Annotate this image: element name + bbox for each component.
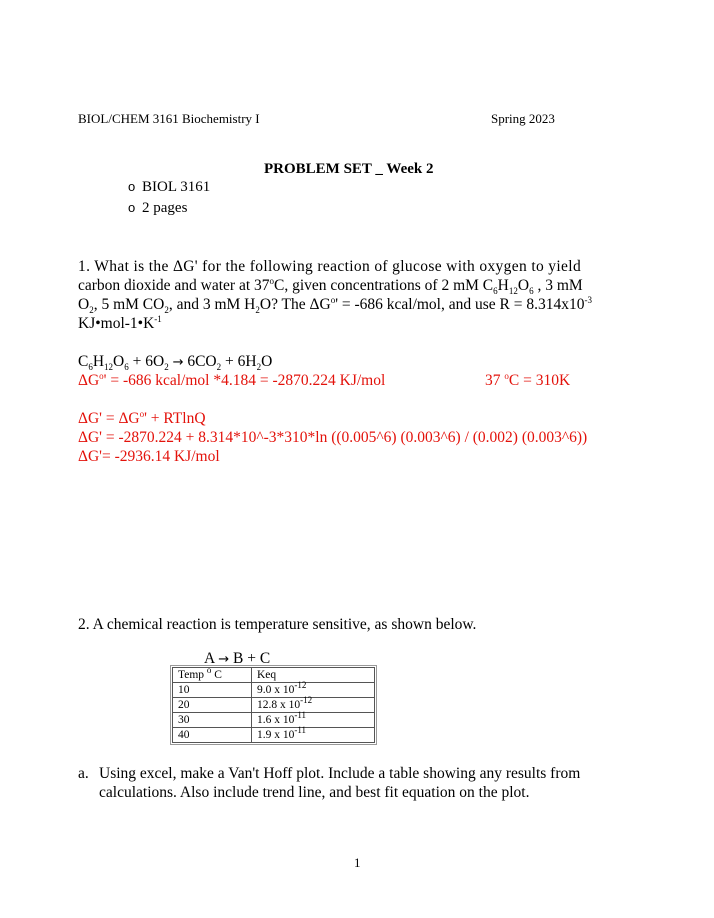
part-a-line-2: calculations. Also include trend line, and best fit equation on the plot.	[99, 784, 530, 801]
q1-line-4: $KJ•mol-1•K^{-1}$	[78, 313, 162, 332]
q2-reaction: A → B + C	[204, 650, 271, 667]
table-row: 10 9.0 x $10^{-12}$	[173, 683, 375, 698]
page-title: PROBLEM SET _ Week 2	[264, 161, 434, 177]
reaction-arrow-icon: →	[172, 355, 184, 370]
answer-line-1: $\Delta G^o' = -686$ kcal/mol *4.184 = -2870.224 KJ/mol	[78, 370, 386, 389]
q1-line-2: carbon dioxide and water at 37$^o$C, given concentrations of 2 mM $C_6H_{12}O_6$ , 3 mM	[78, 275, 583, 297]
answer-temperature: 37 $^o$C = 310K	[485, 370, 571, 389]
table-header-keq: Keq	[252, 668, 375, 683]
q1-line-3: $O_2$, 5 mM $CO_2$, and 3 mM $H_2O$? The $\Delta G^o' = -686$ kcal/mol, and use $R = 8.314x10^{-3}$	[78, 294, 592, 316]
bullet-marker: o	[128, 200, 136, 215]
keq-table	[172, 667, 375, 743]
answer-line-3: ΔG' = -2870.224 + 8.314*10^-3*310*ln ((0.005^6) (0.003^6) / (0.002) (0.003^6))	[78, 429, 588, 446]
course-header: BIOL/CHEM 3161 Biochemistry I	[78, 111, 260, 126]
page-number: 1	[354, 855, 361, 870]
bullet-item-2: o 2 pages	[128, 200, 188, 216]
reaction-arrow-icon: →	[218, 652, 230, 667]
table-row: 30 1.6 x $10^{-11}$	[173, 713, 375, 728]
glucose-reaction: $C_6H_{12}O_6 + 6O_2 \to 6CO_2 + 6H_2O$	[78, 353, 273, 373]
answer-line-4: ΔG'= -2936.14 KJ/mol	[78, 448, 220, 465]
answer-line-2: $\Delta G' = \Delta G^o' + RTlnQ$	[78, 408, 206, 427]
table-header-row	[173, 668, 375, 683]
table-row: 40 1.9 x $10^{-11}$	[173, 728, 375, 743]
table-row: 20 12.8 x $10^{-12}$	[173, 698, 375, 713]
part-a-line-1: Using excel, make a Van't Hoff plot. Include a table showing any results from	[99, 765, 581, 782]
q1-line-1: 1. What is the ΔG' for the following reaction of glucose with oxygen to yield	[78, 258, 582, 275]
q2-text: 2. A chemical reaction is temperature sensitive, as shown below.	[78, 616, 477, 633]
term-header: Spring 2023	[491, 111, 555, 126]
part-a-label: a.	[78, 765, 89, 782]
bullet-item-1: o BIOL 3161	[128, 179, 211, 195]
bullet-marker: o	[128, 179, 136, 194]
table-header-temp: Temp $^o$ C	[173, 668, 252, 683]
